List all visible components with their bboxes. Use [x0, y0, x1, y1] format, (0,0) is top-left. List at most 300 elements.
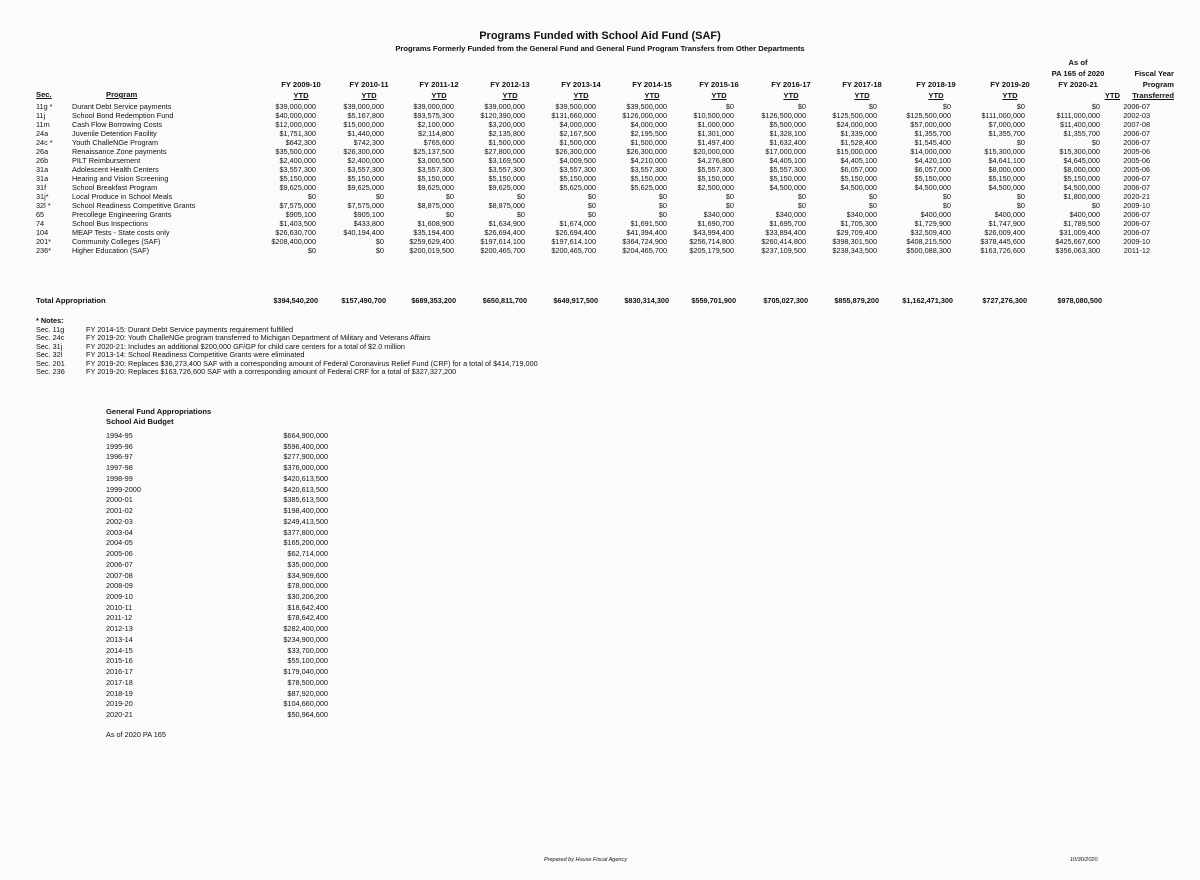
row-value: $200,019,500 — [409, 245, 454, 255]
row-value: $400,000 — [920, 209, 951, 219]
row-value: $0 — [375, 245, 384, 255]
header-fy-2: FY 2011-12 YTD — [419, 80, 459, 100]
gf-amount: $165,200,000 — [283, 538, 328, 548]
header-program: Program — [106, 90, 138, 99]
row-value: $15,300,000 — [984, 146, 1025, 156]
gf-amount: $104,660,000 — [283, 699, 328, 709]
row-program: Local Produce in School Meals — [72, 191, 173, 201]
row-fiscal-year: 2005-06 — [1123, 164, 1150, 174]
row-value: $4,405,100 — [840, 155, 877, 165]
row-value: $29,709,400 — [836, 227, 877, 237]
row-value: $4,009,500 — [559, 155, 596, 165]
row-value: $0 — [1016, 137, 1025, 147]
table-row — [36, 201, 1150, 210]
gf-year: 1994-95 — [106, 431, 133, 440]
row-value: $9,625,000 — [488, 182, 525, 192]
total-value: $394,540,200 — [273, 296, 318, 305]
row-value: $197,614,100 — [551, 236, 596, 246]
gf-heading — [106, 407, 211, 426]
row-value: $905,100 — [285, 209, 316, 219]
row-value: $0 — [307, 245, 316, 255]
row-value: $0 — [1091, 200, 1100, 210]
row-value: $0 — [868, 191, 877, 201]
row-value: $208,400,000 — [271, 236, 316, 246]
row-sec: 31j* — [36, 191, 49, 201]
row-fiscal-year: 2009-10 — [1123, 200, 1150, 210]
row-value: $408,215,500 — [906, 236, 951, 246]
row-value: $26,694,400 — [484, 227, 525, 237]
gf-year: 2017-18 — [106, 677, 133, 687]
row-value: $27,800,000 — [484, 146, 525, 156]
gf-row — [106, 517, 328, 528]
row-value: $11,400,000 — [1059, 119, 1100, 129]
row-sec: 11g * — [36, 102, 53, 111]
gf-amount: $78,500,000 — [287, 677, 328, 687]
row-value: $26,694,400 — [555, 227, 596, 237]
table-row — [36, 192, 1150, 201]
row-program: Cash Flow Borrowing Costs — [72, 119, 163, 129]
gf-year: 1996-97 — [106, 452, 133, 462]
row-value: $5,150,000 — [840, 173, 877, 183]
row-value: $1,355,700 — [988, 128, 1025, 138]
row-sec: 74 — [36, 218, 45, 228]
row-value: $0 — [587, 200, 596, 210]
row-value: $642,300 — [285, 137, 316, 147]
row-sec: 32l * — [36, 200, 51, 210]
row-value: $1,301,000 — [697, 128, 734, 138]
row-fiscal-year: 2006-07 — [1123, 182, 1150, 192]
row-sec: 11j — [36, 110, 46, 120]
row-value: $0 — [1016, 102, 1025, 111]
gf-year: 2007-08 — [106, 570, 133, 580]
gf-row — [106, 710, 328, 721]
row-value: $2,400,000 — [279, 155, 316, 165]
row-value: $4,500,000 — [769, 182, 806, 192]
gf-year: 2009-10 — [106, 592, 133, 602]
row-value: $39,000,000 — [275, 102, 316, 111]
row-value: $200,465,700 — [480, 245, 525, 255]
row-value: $32,509,400 — [910, 227, 951, 237]
row-value: $340,000 — [775, 209, 806, 219]
row-value: $40,000,000 — [275, 110, 316, 120]
row-value: $9,625,000 — [347, 182, 384, 192]
total-label: Total Appropriation — [36, 296, 106, 305]
gf-amount: $30,206,200 — [287, 592, 328, 602]
row-value: $1,355,700 — [1063, 128, 1100, 138]
row-value: $0 — [658, 191, 667, 201]
row-value: $237,109,500 — [761, 245, 806, 255]
table-row — [36, 120, 1150, 129]
row-sec: 11m — [36, 119, 50, 129]
total-value: $1,162,471,300 — [902, 296, 953, 305]
gf-row — [106, 431, 328, 442]
notes-heading: * Notes: — [36, 316, 64, 325]
row-value: $0 — [725, 102, 734, 111]
row-value: $4,645,000 — [1063, 155, 1100, 165]
gf-row — [106, 506, 328, 517]
row-value: $4,000,000 — [559, 119, 596, 129]
row-fiscal-year: 2002-03 — [1123, 110, 1150, 120]
gf-amount: $55,100,000 — [287, 656, 328, 666]
row-fiscal-year: 2009-10 — [1123, 236, 1150, 246]
gf-amount: $35,000,000 — [287, 559, 328, 569]
row-value: $5,150,000 — [559, 173, 596, 183]
row-value: $1,608,900 — [417, 218, 454, 228]
row-value: $1,674,000 — [559, 218, 596, 228]
row-value: $15,000,000 — [343, 119, 384, 129]
row-value: $260,414,800 — [761, 236, 806, 246]
gf-row — [106, 474, 328, 485]
row-sec: 104 — [36, 227, 49, 237]
row-value: $39,000,000 — [484, 102, 525, 111]
row-fiscal-year: 2006-07 — [1123, 137, 1150, 147]
row-value: $0 — [445, 191, 454, 201]
gf-year: 2001-02 — [106, 506, 133, 516]
row-value: $4,276,800 — [697, 155, 734, 165]
gf-row — [106, 646, 328, 657]
row-value: $0 — [1016, 191, 1025, 201]
row-value: $5,557,300 — [697, 164, 734, 174]
row-value: $93,575,300 — [413, 110, 454, 120]
row-value: $125,500,000 — [832, 110, 877, 120]
row-value: $0 — [797, 102, 806, 111]
row-value: $40,194,400 — [343, 227, 384, 237]
row-value: $4,405,100 — [769, 155, 806, 165]
page-title: Programs Funded with School Aid Fund (SAF) — [479, 30, 721, 42]
note-sec: Sec. 201 — [36, 358, 65, 368]
row-program: School Bus Inspections — [72, 218, 148, 228]
row-value: $1,328,100 — [769, 128, 806, 138]
row-value: $205,179,500 — [689, 245, 734, 255]
row-value: $5,500,000 — [769, 119, 806, 129]
row-program: Renaissance Zone payments — [72, 146, 167, 156]
row-value: $1,528,400 — [840, 137, 877, 147]
total-value: $727,276,300 — [982, 296, 1027, 305]
header-fy-5: FY 2014-15 YTD — [632, 80, 672, 100]
gf-heading-line1: General Fund Appropriations — [106, 407, 212, 416]
row-value: $0 — [942, 191, 951, 201]
row-value: $57,000,000 — [910, 119, 951, 129]
gf-year: 2010-11 — [106, 602, 133, 612]
gf-year: 1999-2000 — [106, 484, 141, 494]
row-value: $3,557,300 — [347, 164, 384, 174]
table-row — [36, 129, 1150, 138]
row-value: $2,500,000 — [697, 182, 734, 192]
row-program: Precollege Engineering Grants — [72, 209, 172, 219]
row-program: Juvenile Detention Facility — [72, 128, 157, 138]
gf-row — [106, 656, 328, 667]
gf-year: 2011-12 — [106, 613, 133, 623]
row-value: $31,009,400 — [1059, 227, 1100, 237]
row-value: $1,751,300 — [279, 128, 316, 138]
row-value: $340,000 — [846, 209, 877, 219]
row-value: $2,167,500 — [559, 128, 596, 138]
row-program: School Breakfast Program — [72, 182, 158, 192]
row-fiscal-year: 2006-07 — [1123, 102, 1150, 111]
header-fy-8: FY 2017-18 YTD — [842, 80, 882, 100]
row-fiscal-year: 2006-07 — [1123, 218, 1150, 228]
row-value: $39,000,000 — [413, 102, 454, 111]
gf-row — [106, 689, 328, 700]
row-value: $7,000,000 — [988, 119, 1025, 129]
row-value: $14,000,000 — [910, 146, 951, 156]
row-value: $2,114,800 — [418, 128, 454, 138]
row-value: $742,300 — [353, 137, 384, 147]
row-value: $1,000,000 — [697, 119, 734, 129]
row-sec: 236* — [36, 245, 52, 255]
note-sec: Sec. 11g — [36, 324, 65, 334]
gf-amount: $18,642,400 — [287, 602, 328, 612]
gf-row — [106, 678, 328, 689]
row-program: MEAP Tests - State costs only — [72, 227, 170, 237]
row-value: $0 — [516, 191, 525, 201]
gf-year: 1995-96 — [106, 441, 133, 451]
row-value: $8,875,000 — [417, 200, 454, 210]
note-text: FY 2014-15: Durant Debt Service payments requirement fulfilled — [86, 324, 294, 334]
row-value: $7,575,000 — [347, 200, 384, 210]
gf-row — [106, 581, 328, 592]
gf-year: 2012-13 — [106, 624, 133, 634]
row-value: $1,497,400 — [697, 137, 734, 147]
note-text: FY 2019-20: Replaces $163,726,600 SAF with a corresponding amount of Federal CRF for a total of $327,327,200 — [86, 367, 457, 376]
row-value: $238,343,500 — [832, 245, 877, 255]
row-fiscal-year: 2006-07 — [1123, 227, 1150, 237]
row-fiscal-year: 2005-06 — [1123, 146, 1150, 156]
gf-amount: $596,400,000 — [283, 441, 328, 451]
row-sec: 201* — [36, 236, 52, 246]
row-program: Durant Debt Service payments — [72, 102, 172, 111]
row-value: $1,729,900 — [914, 218, 951, 228]
gf-row — [106, 463, 328, 474]
row-value: $33,894,400 — [765, 227, 806, 237]
gf-amount: $50,964,600 — [287, 710, 328, 720]
row-fiscal-year: 2006-07 — [1123, 173, 1150, 183]
row-value: $0 — [1091, 102, 1100, 111]
gf-amount: $78,642,400 — [287, 613, 328, 623]
row-value: $1,800,000 — [1063, 191, 1100, 201]
row-value: $4,500,000 — [914, 182, 951, 192]
row-value: $41,394,400 — [626, 227, 667, 237]
row-value: $0 — [942, 102, 951, 111]
gf-amount: $277,900,000 — [283, 452, 328, 462]
total-value: $559,701,900 — [691, 296, 736, 305]
prepared-by: Prepared by House Fiscal Agency — [544, 857, 627, 863]
row-value: $0 — [516, 209, 525, 219]
row-value: $9,625,000 — [417, 182, 454, 192]
table-row — [36, 228, 1150, 237]
row-program: School Bond Redemption Fund — [72, 110, 174, 120]
row-value: $0 — [1016, 200, 1025, 210]
note-sec: Sec. 236 — [36, 367, 65, 376]
row-value: $120,390,000 — [480, 110, 525, 120]
row-value: $356,063,300 — [1055, 245, 1100, 255]
row-sec: 31a — [36, 173, 49, 183]
note-sec: Sec. 31j — [36, 341, 63, 351]
row-value: $197,614,100 — [480, 236, 525, 246]
gf-amount: $234,900,000 — [283, 634, 328, 644]
row-value: $1,500,000 — [559, 137, 596, 147]
gf-amount: $377,800,000 — [283, 527, 328, 537]
row-value: $1,634,900 — [488, 218, 525, 228]
row-value: $5,167,800 — [347, 110, 384, 120]
row-value: $5,150,000 — [1063, 173, 1100, 183]
note-sec: Sec. 32l — [36, 350, 63, 359]
row-value: $3,557,300 — [417, 164, 454, 174]
gf-year: 2003-04 — [106, 527, 133, 537]
row-value: $26,300,000 — [343, 146, 384, 156]
row-value: $1,500,000 — [630, 137, 667, 147]
row-value: $5,557,300 — [769, 164, 806, 174]
total-value: $855,879,200 — [834, 296, 879, 305]
footer-date: 10/30/2020 — [1070, 857, 1098, 863]
row-value: $111,000,000 — [1056, 110, 1100, 120]
gf-amount: $420,613,500 — [283, 473, 328, 483]
row-value: $204,465,700 — [622, 245, 667, 255]
row-value: $35,194,400 — [413, 227, 454, 237]
row-value: $3,557,300 — [279, 164, 316, 174]
row-sec: 31a — [36, 164, 49, 174]
row-value: $2,100,000 — [417, 119, 454, 129]
row-value: $905,100 — [353, 209, 384, 219]
row-value: $4,420,100 — [914, 155, 951, 165]
row-value: $12,000,000 — [275, 119, 316, 129]
row-value: $4,500,000 — [1063, 182, 1100, 192]
row-fiscal-year: 2006-07 — [1123, 209, 1150, 219]
table-row — [36, 111, 1150, 120]
note-text: FY 2020-21: Includes an additional $200,000 GF/GP for child care centers for a total of $2.0 million — [86, 341, 405, 351]
row-value: $5,150,000 — [988, 173, 1025, 183]
row-value: $5,150,000 — [417, 173, 454, 183]
row-program: PILT Reimbursement — [72, 155, 141, 165]
header-fy-6: FY 2015-16 YTD — [699, 80, 739, 100]
row-program: Youth ChalleNGe Program — [72, 137, 159, 147]
row-value: $0 — [375, 236, 384, 246]
gf-year: 2005-06 — [106, 549, 133, 559]
row-value: $5,625,000 — [630, 182, 667, 192]
gf-row — [106, 442, 328, 453]
row-value: $400,000 — [994, 209, 1025, 219]
gf-row — [106, 667, 328, 678]
row-value: $0 — [587, 191, 596, 201]
gf-amount: $282,400,000 — [283, 624, 328, 634]
gf-row — [106, 613, 328, 624]
table-row — [36, 156, 1150, 165]
row-fiscal-year: 2007-08 — [1123, 119, 1150, 129]
row-value: $0 — [587, 209, 596, 219]
note-text: FY 2013-14: School Readiness Competitive Grants were eliminated — [86, 350, 305, 359]
row-value: $39,500,000 — [555, 102, 596, 111]
row-program: Community Colleges (SAF) — [72, 236, 161, 246]
row-sec: 31f — [36, 182, 47, 192]
row-value: $5,150,000 — [488, 173, 525, 183]
total-value: $830,314,300 — [624, 296, 669, 305]
row-value: $0 — [797, 191, 806, 201]
row-value: $111,000,000 — [981, 110, 1025, 120]
row-value: $8,000,000 — [988, 164, 1025, 174]
row-value: $8,875,000 — [488, 200, 525, 210]
row-value: $765,600 — [423, 137, 454, 147]
row-value: $25,137,500 — [413, 146, 454, 156]
note-sec: Sec. 24c — [36, 333, 65, 342]
row-value: $200,465,700 — [551, 245, 596, 255]
gf-year: 1997-98 — [106, 463, 133, 473]
gf-year: 2000-01 — [106, 495, 133, 505]
header-fy-1: FY 2010-11 YTD — [349, 80, 389, 100]
table-row — [36, 138, 1150, 147]
header-fy-9: FY 2018-19 YTD — [916, 80, 956, 100]
gf-row — [106, 538, 328, 549]
row-value: $125,500,000 — [906, 110, 951, 120]
row-fiscal-year: 2011-12 — [1123, 245, 1150, 255]
row-value: $1,500,000 — [488, 137, 525, 147]
row-value: $26,009,400 — [984, 227, 1025, 237]
row-value: $163,726,600 — [980, 245, 1025, 255]
row-value: $0 — [375, 191, 384, 201]
row-value: $5,150,000 — [347, 173, 384, 183]
gf-amount: $198,400,000 — [283, 506, 328, 516]
row-value: $3,200,000 — [488, 119, 525, 129]
row-value: $4,210,000 — [630, 155, 667, 165]
row-value: $1,789,500 — [1063, 218, 1100, 228]
table-row — [36, 237, 1150, 246]
gf-as-of-note: As of 2020 PA 165 — [106, 730, 166, 739]
row-value: $35,500,000 — [275, 146, 316, 156]
row-value: $378,445,600 — [980, 236, 1025, 246]
gf-row — [106, 485, 328, 496]
row-value: $3,557,300 — [630, 164, 667, 174]
total-value: $689,353,200 — [411, 296, 456, 305]
gf-year: 2018-19 — [106, 688, 133, 698]
row-value: $5,150,000 — [279, 173, 316, 183]
gf-amount: $376,000,000 — [283, 463, 328, 473]
gf-amount: $664,900,000 — [283, 431, 328, 440]
row-fiscal-year: 2006-07 — [1123, 128, 1150, 138]
row-value: $8,000,000 — [1063, 164, 1100, 174]
row-value: $0 — [658, 200, 667, 210]
gf-amount: $249,413,500 — [283, 516, 328, 526]
gf-year: 2020-21 — [106, 710, 133, 720]
row-value: $2,135,800 — [488, 128, 525, 138]
table-row — [36, 174, 1150, 183]
gf-row — [106, 603, 328, 614]
row-value: $4,641,100 — [988, 155, 1025, 165]
row-value: $3,557,300 — [559, 164, 596, 174]
row-fiscal-year: 2020-21 — [1123, 191, 1150, 201]
total-value: $978,080,500 — [1057, 296, 1102, 305]
page-subtitle: Programs Formerly Funded from the General Fund and General Fund Program Transfers from Other Departments — [395, 44, 805, 53]
row-value: $400,000 — [1069, 209, 1100, 219]
row-value: $17,000,000 — [765, 146, 806, 156]
row-value: $0 — [658, 209, 667, 219]
gf-year: 2014-15 — [106, 645, 133, 655]
gf-year: 2002-03 — [106, 516, 133, 526]
header-fy-3: FY 2012-13 YTD — [490, 80, 530, 100]
row-fiscal-year: 2005-06 — [1123, 155, 1150, 165]
header-fy-11: As of PA 165 of 2020 FY 2020-21 YTD — [1051, 58, 1120, 100]
row-value: $0 — [868, 102, 877, 111]
header-fiscal-year: Fiscal Year Program Transferred — [1132, 69, 1174, 100]
gf-row — [106, 624, 328, 635]
header-sec: Sec. — [36, 90, 52, 99]
table-row — [36, 102, 1150, 111]
row-value: $5,150,000 — [769, 173, 806, 183]
row-program: School Readiness Competitive Grants — [72, 200, 196, 210]
row-value: $4,000,000 — [630, 119, 667, 129]
row-value: $5,625,000 — [559, 182, 596, 192]
row-value: $364,724,900 — [622, 236, 667, 246]
gf-year: 2015-16 — [106, 656, 133, 666]
row-sec: 65 — [36, 209, 45, 219]
